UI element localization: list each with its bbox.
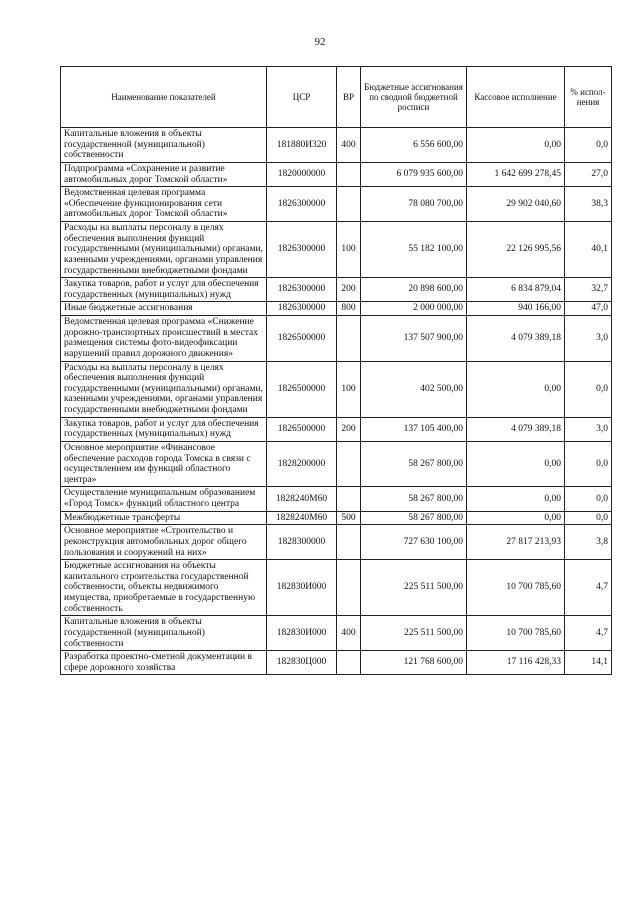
cell-name: Разработка проектно-сметной документации в сфере дорожного хозяйства: [61, 651, 267, 675]
cell-csr: 182830И000: [267, 560, 337, 616]
table-row: [61, 511, 612, 525]
header-name: Наименование показателей: [61, 67, 267, 128]
cell-cash: 10 700 785,60: [467, 616, 565, 651]
cell-vr: [337, 162, 361, 186]
cell-budget: 55 182 100,00: [361, 222, 467, 278]
table-row: [61, 651, 612, 675]
cell-csr: 1826300000: [267, 187, 337, 222]
cell-budget: 727 630 100,00: [361, 525, 467, 560]
cell-pct: 0,0: [565, 511, 612, 525]
cell-pct: 4,7: [565, 616, 612, 651]
cell-vr: [337, 487, 361, 511]
cell-pct: 47,0: [565, 302, 612, 316]
cell-csr: 1826500000: [267, 361, 337, 417]
header-budget: Бюджетные ассигнования по сводной бюджетной росписи: [361, 67, 467, 128]
cell-name: Подпрограмма «Сохранение и развитие автомобильных дорог Томской области»: [61, 162, 267, 186]
table-row: [61, 417, 612, 441]
cell-name: Основное мероприятие «Финансовое обеспечение расходов города Томска в связи с осуществлением им функций областного центра»: [61, 441, 267, 487]
cell-budget: 402 500,00: [361, 361, 467, 417]
cell-csr: 1826500000: [267, 417, 337, 441]
cell-name: Осуществление муниципальным образованием «Город Томск» функций областного центра: [61, 487, 267, 511]
header-csr: ЦСР: [267, 67, 337, 128]
cell-pct: 32,7: [565, 278, 612, 302]
cell-name: Ведомственная целевая программа «Снижение дорожно-транспортных происшествий в местах размещения системы фото-видеофиксации нарушений правил дорожного движения»: [61, 316, 267, 362]
cell-csr: 182830Ц000: [267, 651, 337, 675]
cell-budget: 58 267 800,00: [361, 511, 467, 525]
cell-csr: 182830И000: [267, 616, 337, 651]
cell-budget: 6 556 600,00: [361, 128, 467, 163]
cell-cash: 0,00: [467, 487, 565, 511]
cell-name: Капитальные вложения в объекты государственной (муниципальной) собственности: [61, 616, 267, 651]
cell-budget: 225 511 500,00: [361, 560, 467, 616]
budget-table: [60, 66, 612, 675]
cell-name: Бюджетные ассигнования на объекты капитального строительства государственной собственности, объекты недвижимого имущества, приобретаемые в государственную собственность: [61, 560, 267, 616]
table-row: [61, 187, 612, 222]
table-row: [61, 560, 612, 616]
cell-pct: 0,0: [565, 487, 612, 511]
table-row: [61, 316, 612, 362]
cell-pct: 0,0: [565, 361, 612, 417]
cell-vr: [337, 316, 361, 362]
cell-vr: [337, 525, 361, 560]
cell-cash: 22 126 995,56: [467, 222, 565, 278]
cell-vr: 100: [337, 222, 361, 278]
table-row: [61, 441, 612, 487]
table-row: [61, 525, 612, 560]
cell-csr: 181880И320: [267, 128, 337, 163]
cell-budget: 58 267 800,00: [361, 487, 467, 511]
cell-vr: [337, 560, 361, 616]
cell-budget: 78 080 700,00: [361, 187, 467, 222]
cell-cash: 6 834 879,04: [467, 278, 565, 302]
cell-vr: 100: [337, 361, 361, 417]
header-vr: ВР: [337, 67, 361, 128]
cell-vr: 800: [337, 302, 361, 316]
cell-name: Иные бюджетные ассигнования: [61, 302, 267, 316]
cell-pct: 4,7: [565, 560, 612, 616]
table-row: [61, 487, 612, 511]
table-row: [61, 616, 612, 651]
cell-cash: 17 116 428,33: [467, 651, 565, 675]
cell-name: Капитальные вложения в объекты государственной (муниципальной) собственности: [61, 128, 267, 163]
cell-cash: 29 902 040,60: [467, 187, 565, 222]
cell-pct: 3,0: [565, 417, 612, 441]
table-row: [61, 278, 612, 302]
cell-budget: 137 105 400,00: [361, 417, 467, 441]
table-row: [61, 302, 612, 316]
table-row: [61, 162, 612, 186]
cell-name: Межбюджетные трансферты: [61, 511, 267, 525]
cell-cash: 4 079 389,18: [467, 417, 565, 441]
cell-vr: [337, 651, 361, 675]
cell-pct: 3,0: [565, 316, 612, 362]
cell-budget: 225 511 500,00: [361, 616, 467, 651]
cell-cash: 0,00: [467, 361, 565, 417]
cell-budget: 137 507 900,00: [361, 316, 467, 362]
cell-pct: 0,0: [565, 441, 612, 487]
cell-name: Основное мероприятие «Строительство и реконструкция автомобильных дорог общего пользования и сооружений на них»: [61, 525, 267, 560]
cell-cash: 0,00: [467, 511, 565, 525]
cell-pct: 14,1: [565, 651, 612, 675]
cell-vr: 200: [337, 278, 361, 302]
table-header: [61, 67, 612, 128]
cell-vr: 500: [337, 511, 361, 525]
cell-name: Расходы на выплаты персоналу в целях обеспечения выполнения функций государственными (муниципальными) органами, казенными учреждениями, органами управления государственными внебюджетными фондами: [61, 361, 267, 417]
cell-budget: 2 000 000,00: [361, 302, 467, 316]
cell-csr: 1826300000: [267, 302, 337, 316]
table-row: [61, 128, 612, 163]
cell-cash: 1 642 699 278,45: [467, 162, 565, 186]
header-pct: % испол-нения: [565, 67, 612, 128]
cell-name: Расходы на выплаты персоналу в целях обеспечения выполнения функций государственными (муниципальными) органами, казенными учреждениями, органами управления государственными внебюджетными фондами: [61, 222, 267, 278]
header-cash: Кассовое исполнение: [467, 67, 565, 128]
cell-name: Закупка товаров, работ и услуг для обеспечения государственных (муниципальных) нужд: [61, 278, 267, 302]
cell-vr: [337, 441, 361, 487]
cell-budget: 58 267 800,00: [361, 441, 467, 487]
cell-budget: 6 079 935 600,00: [361, 162, 467, 186]
page-number: 92: [314, 36, 326, 48]
cell-vr: [337, 187, 361, 222]
cell-budget: 121 768 600,00: [361, 651, 467, 675]
cell-name: Ведомственная целевая программа «Обеспечение функционирования сети автомобильных дорог Томской области»: [61, 187, 267, 222]
cell-csr: 1828200000: [267, 441, 337, 487]
cell-cash: 0,00: [467, 441, 565, 487]
cell-pct: 3,8: [565, 525, 612, 560]
cell-cash: 10 700 785,60: [467, 560, 565, 616]
cell-budget: 20 898 600,00: [361, 278, 467, 302]
cell-cash: 4 079 389,18: [467, 316, 565, 362]
cell-csr: 1820000000: [267, 162, 337, 186]
cell-csr: 1828240М60: [267, 511, 337, 525]
cell-vr: 200: [337, 417, 361, 441]
cell-pct: 27,0: [565, 162, 612, 186]
cell-cash: 0,00: [467, 128, 565, 163]
cell-pct: 38,3: [565, 187, 612, 222]
table-row: [61, 361, 612, 417]
cell-pct: 0,0: [565, 128, 612, 163]
cell-cash: 27 817 213,93: [467, 525, 565, 560]
cell-csr: 1826500000: [267, 316, 337, 362]
cell-name: Закупка товаров, работ и услуг для обеспечения государственных (муниципальных) нужд: [61, 417, 267, 441]
cell-csr: 1828300000: [267, 525, 337, 560]
cell-pct: 40,1: [565, 222, 612, 278]
cell-csr: 1826300000: [267, 222, 337, 278]
cell-cash: 940 166,00: [467, 302, 565, 316]
cell-csr: 1826300000: [267, 278, 337, 302]
cell-vr: 400: [337, 128, 361, 163]
cell-vr: 400: [337, 616, 361, 651]
table-body: [61, 128, 612, 675]
cell-csr: 1828240М60: [267, 487, 337, 511]
table-row: [61, 222, 612, 278]
